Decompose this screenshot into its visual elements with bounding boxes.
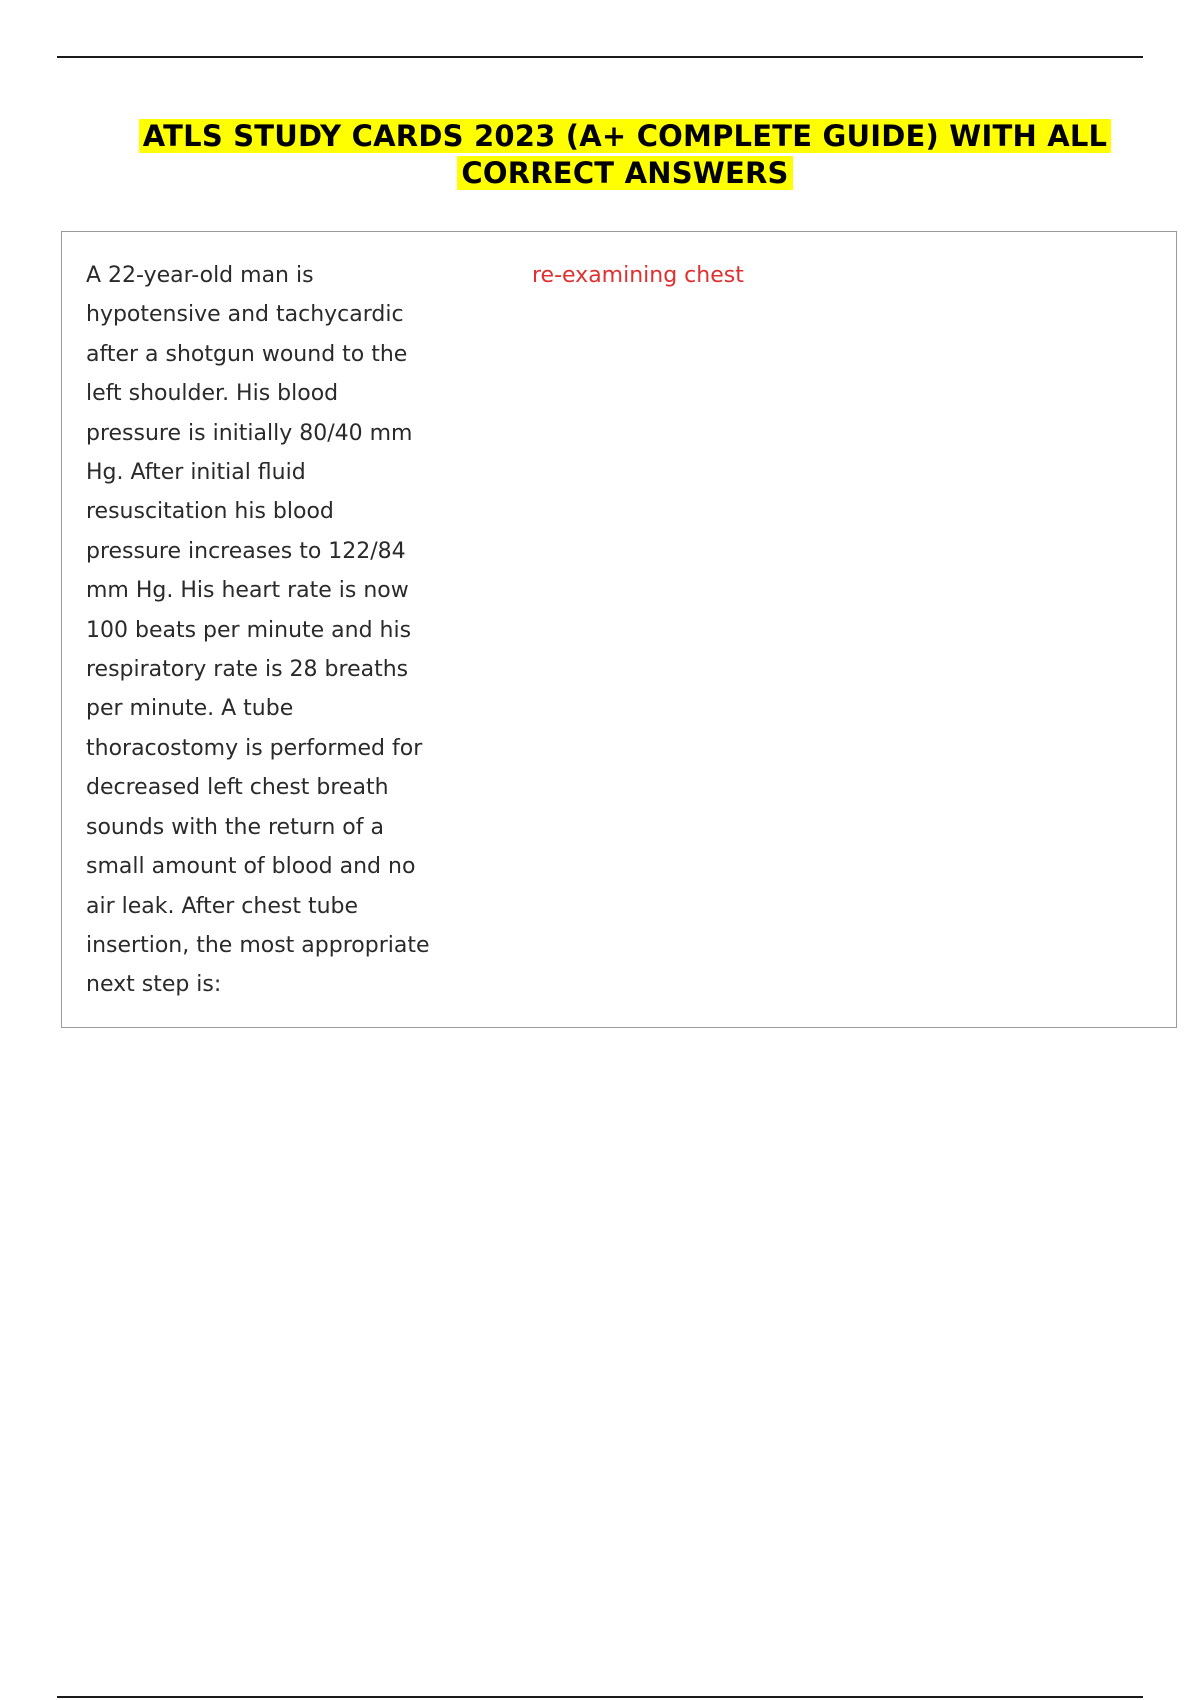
document-title: [90, 118, 1160, 192]
card-answer: re-examining chest: [532, 263, 744, 288]
header-rule: [57, 56, 1143, 58]
card-question: A 22-year-old man is hypotensive and tachycardic after a shotgun wound to the left shoulder. His blood pressure is initially 80/40 mm Hg. After initial fluid resuscitation his blood pressure increases to 122/84 mm Hg. His heart rate is now 100 beats per minute and his respiratory rate is 28 breaths per minute. A tube thoracostomy is performed for decreased left chest breath sounds with the return of a small amount of blood and no air leak. After chest tube insertion, the most appropriate next step is:: [86, 263, 430, 998]
study-card: [61, 231, 1177, 1028]
footer-rule: [57, 1696, 1143, 1698]
document-title-text: ATLS STUDY CARDS 2023 (A+ COMPLETE GUIDE) WITH ALL CORRECT ANSWERS: [139, 119, 1111, 190]
